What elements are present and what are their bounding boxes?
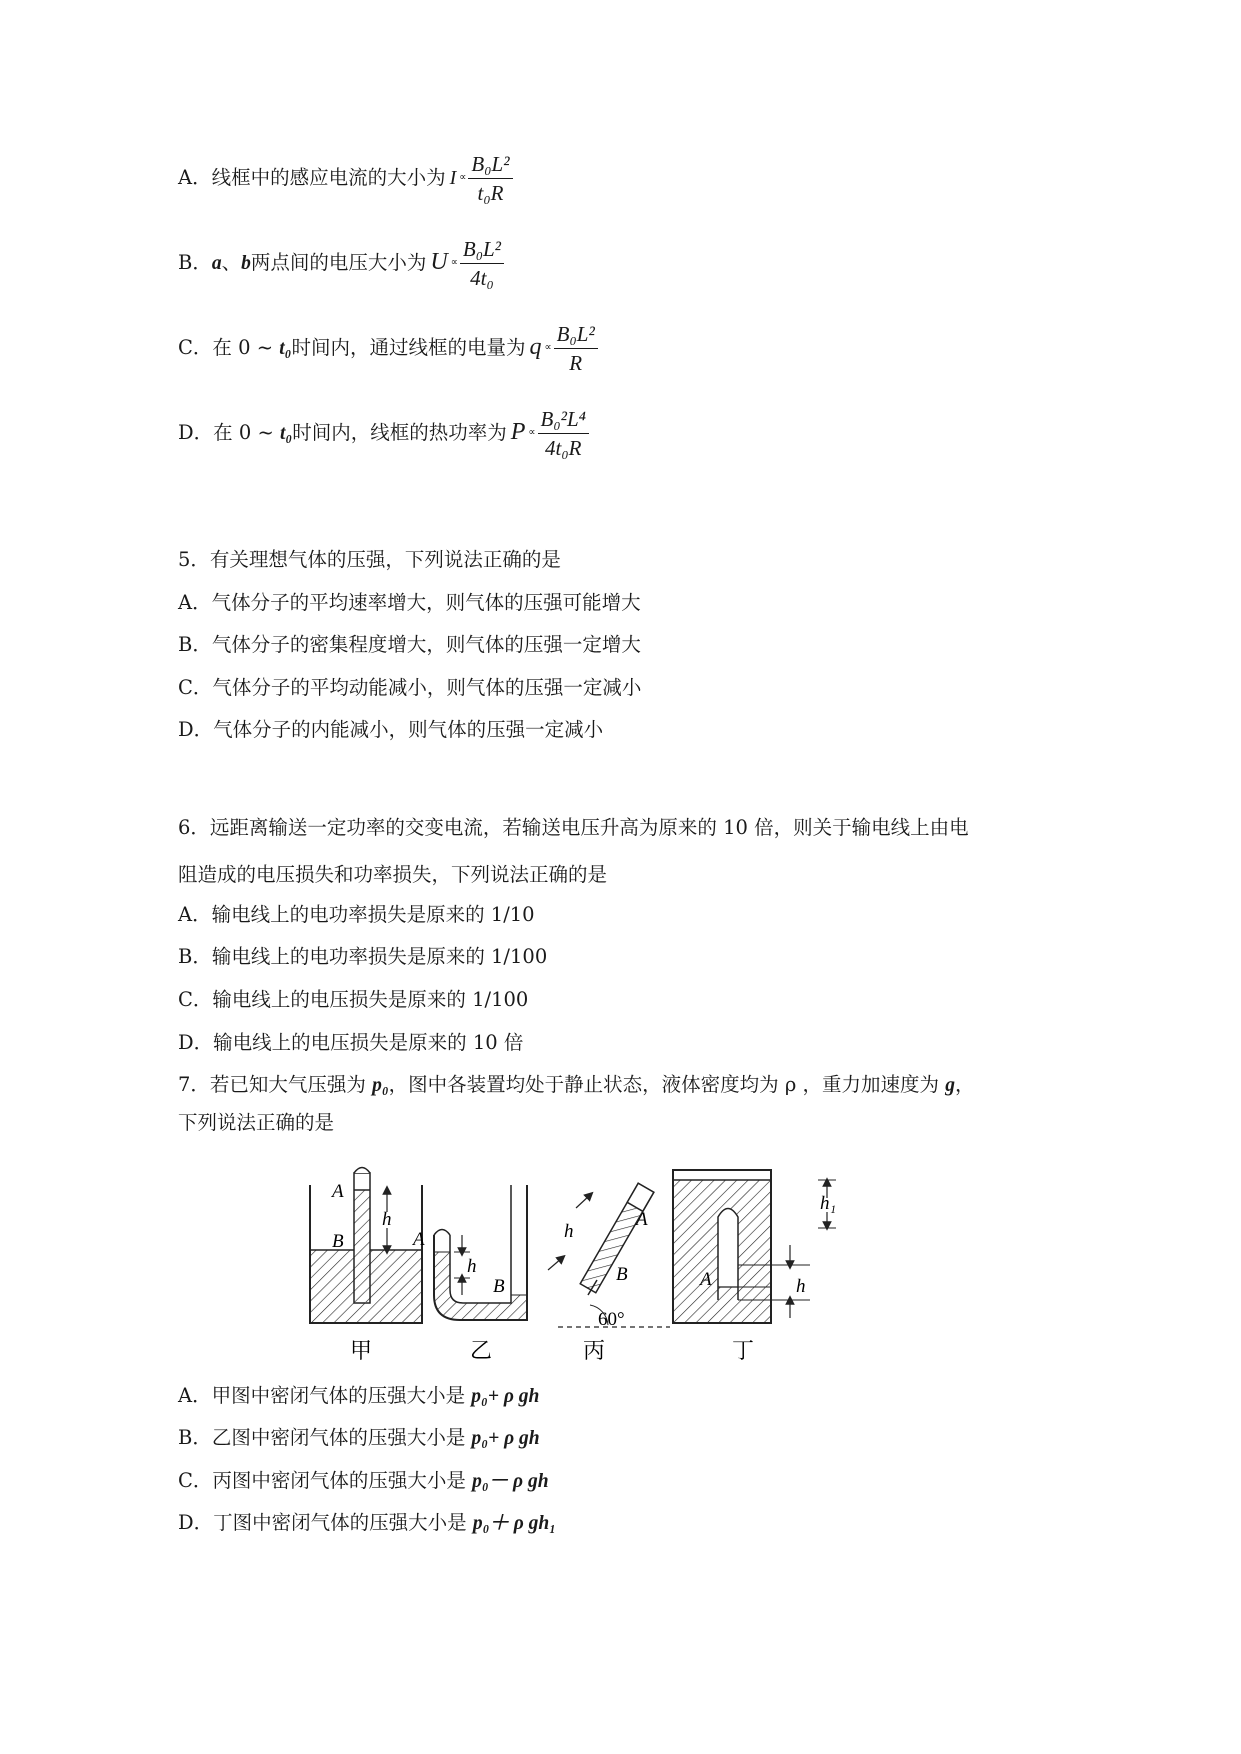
q4-b-fraction: $\frac{\text{B₀L²}}{\text{4t₀}}$ xyxy=(460,235,504,292)
q5-option-c: C．气体分子的平均动能减小，则气体的压强一定减小 xyxy=(178,676,642,699)
q4-a-relation: ∝ xyxy=(459,172,466,183)
q5-option-a: A．气体分子的平均速率增大，则气体的压强可能增大 xyxy=(178,591,641,614)
q6-option-c: C．输电线上的电压损失是原来的 1/100 xyxy=(178,988,529,1011)
figure-bing xyxy=(548,1183,670,1330)
figure-jia xyxy=(310,1168,422,1324)
caption-jia: 甲 xyxy=(350,1339,373,1364)
caption-ding: 丁 xyxy=(732,1339,755,1364)
q5-option-b: B．气体分子的密集程度增大，则气体的压强一定增大 xyxy=(178,633,641,656)
q5-option-d: D．气体分子的内能减小，则气体的压强一定减小 xyxy=(178,718,604,741)
pressure-apparatus-figure xyxy=(290,1140,950,1370)
figure-ding xyxy=(673,1170,836,1323)
ding-label-h1: h₁ xyxy=(820,1193,837,1214)
q5-stem: 5．有关理想气体的压强，下列说法正确的是 xyxy=(178,548,561,571)
q4-option-c: C．在 0 ~ t₀时间内，通过线框的电量为 q ∝ $\frac{\text{B₀L²}}{R}$ xyxy=(178,320,598,377)
q7-option-c: C．丙图中密闭气体的压强大小是 p₀－ ρ gh xyxy=(178,1469,549,1492)
q4-a-symbol: I xyxy=(449,167,457,189)
jia-label-b: B xyxy=(332,1231,344,1252)
q4-b-symbol: U xyxy=(430,249,448,275)
ding-label-a: A xyxy=(700,1269,712,1290)
q7-stem-line2: 下列说法正确的是 xyxy=(178,1111,335,1134)
ding-label-h: h xyxy=(796,1276,806,1297)
yi-label-a: A xyxy=(413,1229,425,1250)
caption-yi: 乙 xyxy=(470,1339,493,1364)
q4-c-symbol: q xyxy=(529,334,542,360)
q4-a-fraction: $\frac{\text{B₀L²}}{\text{t₀R}}$ xyxy=(468,150,512,207)
figure-yi xyxy=(411,1185,527,1320)
bing-label-a: A xyxy=(636,1209,648,1230)
q6-option-b: B．输电线上的电功率损失是原来的 1/100 xyxy=(178,945,548,968)
q6-stem-line1: 6．远距离输送一定功率的交变电流，若输送电压升高为原来的 10 倍，则关于输电线上由电 xyxy=(178,816,969,839)
q7-option-d: D．丁图中密闭气体的压强大小是 p₀＋ ρ gh₁ xyxy=(178,1511,557,1534)
q6-stem-line2: 阻造成的电压损失和功率损失，下列说法正确的是 xyxy=(178,863,608,886)
bing-label-angle: 60° xyxy=(598,1309,625,1330)
q4-option-a xyxy=(178,150,513,207)
q6-option-d: D．输电线上的电压损失是原来的 10 倍 xyxy=(178,1031,524,1054)
q6-option-a: A．输电线上的电功率损失是原来的 1/10 xyxy=(178,903,535,926)
bing-label-h: h xyxy=(564,1221,574,1242)
jia-label-a: A xyxy=(332,1181,344,1202)
q7-option-b: B．乙图中密闭气体的压强大小是 p₀+ ρ gh xyxy=(178,1426,540,1449)
q4-option-d: D．在 0 ~ t₀时间内，线框的热功率为 P ∝ $\frac{\text{B₀²L⁴}}{\text{4t₀R}}$ xyxy=(178,405,589,462)
caption-bing: 丙 xyxy=(583,1339,606,1364)
q4-d-fraction: $\frac{\text{B₀²L⁴}}{\text{4t₀R}}$ xyxy=(538,405,589,462)
q7-option-a: A．甲图中密闭气体的压强大小是 p₀+ ρ gh xyxy=(178,1384,540,1407)
jia-label-h: h xyxy=(382,1209,392,1230)
q4-c-fraction: $\frac{\text{B₀L²}}{R}$ xyxy=(554,320,598,377)
q7-stem-line1: 7．若已知大气压强为 p₀，图中各装置均处于静止状态，液体密度均为 ρ ，重力加速度为 g， xyxy=(178,1073,975,1096)
yi-label-b: B xyxy=(493,1276,505,1297)
q4-option-b: B．a、b两点间的电压大小为 U ∝ $\frac{\text{B₀L²}}{\text{4t₀}}$ xyxy=(178,235,504,292)
yi-label-h: h xyxy=(467,1256,477,1277)
q4-d-symbol: P xyxy=(510,419,526,445)
q4-option-a-text: A．线框中的感应电流的大小为 xyxy=(178,166,446,189)
bing-label-b: B xyxy=(616,1264,628,1285)
